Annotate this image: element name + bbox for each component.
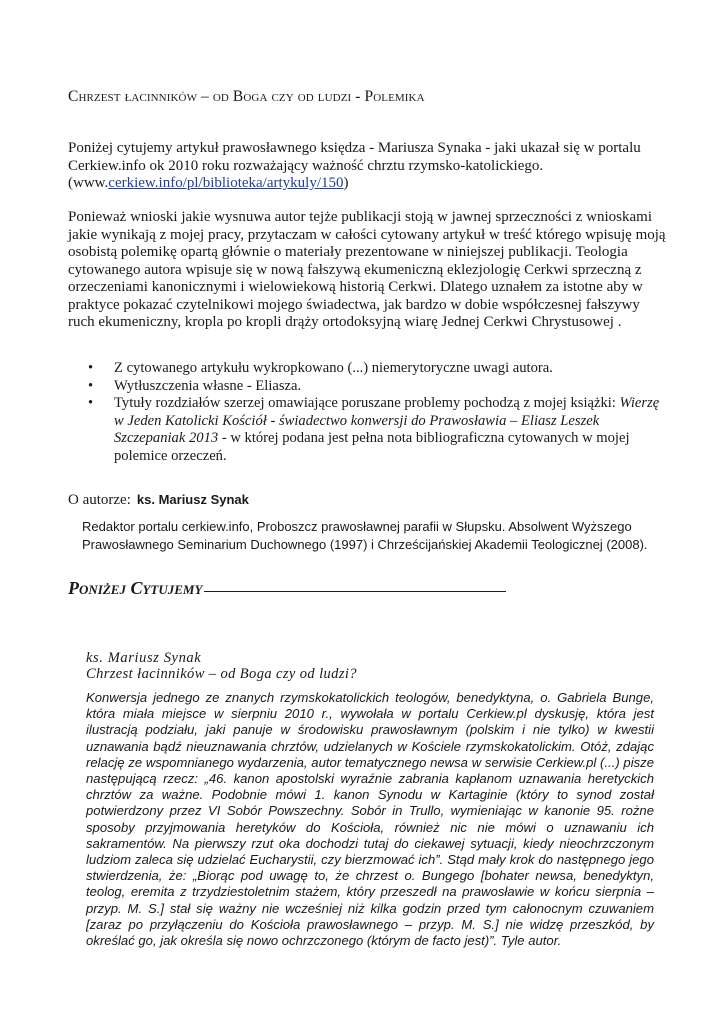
about-author-line bbox=[68, 492, 249, 509]
bullet-icon: • bbox=[88, 377, 94, 394]
about-author-label: O autorze: bbox=[68, 492, 131, 508]
intro-text: Poniżej cytujemy artykuł prawosławnego księdza - Mariusza Synaka - jaki ukazał się w portalu Cerkiew.info ok 2010 roku rozważający ważność chrztu rzymsko-katolickiego. (www. bbox=[68, 140, 641, 191]
quote-body: Konwersja jednego ze znanych rzymskokatolickich teologów, benedyktyna, o. Gabriela Bunge, która miała miejsce w sierpniu 2010 r., wywołała w portalu Cerkiew.pl dyskusję, która jest ilustracją podziału, jaki panuje w środowisku prawosławnym (polskim i nie tylko) w kwestii uznawania bądź nieuznawania chrztów, udzielanych w Kościele rzymskokatolickim. Otóż, zdając relację ze wspomnianego wydarzenia, autor tematycznego newsa w serwisie Cerkiew.pl (...) pisze następującą rzecz: „46. kanon apostolski wyraźnie zabrania kapłanom uznawania heretyckich chrztów za ważne. Podobnie mówi 1. kanon Synodu w Kartaginie (który to synod został potwierdzony przez VI Sobór Powszechny. Sobór in Trullo, wymieniając w kanonie 95. rożne sposoby przyjmowania heretyków do Kościoła, również nic nie mówi o uznawaniu ich sakramentów. Na pierwszy rzut oka dochodzi tutaj do ciekawej sytuacji, kiedy nieochrzczonym ludziom zaleca się udzielać Eucharystii, czy bierzmować ich”. Stąd mały krok do następnego jego stwierdzenia, że: „Biorąc pod uwagę to, że chrzest o. Bungego [bohater newsa, benedyktyn, teolog, eremita z trzydziestoletnim stażem, który przeszedł na prawosławie w końcu sierpnia – przyp. M. S.] stał się ważny nie wcześniej niż kilka godzin przed tym całonocnym czuwaniem [zaraz po przyłączeniu do Kościoła prawosławnego – przyp. M. S.] nie widzę przeszkód, by określać go, jak określa się nowo ochrzczonego (którym de facto jest)”. Tyle autor. bbox=[86, 690, 654, 949]
intro-paragraph bbox=[68, 140, 668, 193]
list-item bbox=[88, 378, 668, 396]
page-title: Chrzest łacinników – od Boga czy od ludzi - Polemika bbox=[68, 88, 425, 105]
context-paragraph: Ponieważ wnioski jakie wysnuwa autor tejże publikacji stoją w jawnej sprzeczności z wnioskami jakie wynikają z mojej pracy, przytaczam w całości cytowany artykuł w treść którego wpisuję moją osobistą polemikę opartą głównie o materiały prezentowane w niniejszej publikacji. Teologia cytowanego autora wpisuje się w nową fałszywą ekumeniczną eklezjologię Cerkwi sprzeczną z orzeczeniami kanonicznymi i wielowiekową historią Cerkwi. Dlatego uznałem za istotne aby w praktyce pokazać czytelnikowi mojego świadectwa, jak bardzo w dobie współczesnej fałszywy ruch ekumeniczny, kropla po kropli drąży ortodoksyjną wiarę Jednej Cerkwi Chrystusowej . bbox=[68, 209, 666, 330]
author-name: ks. Mariusz Synak bbox=[136, 492, 249, 507]
list-item bbox=[88, 360, 668, 378]
source-link[interactable]: cerkiew.info/pl/biblioteka/artykuly/150 bbox=[108, 175, 344, 191]
heading-underline bbox=[204, 591, 506, 592]
list-item bbox=[88, 395, 668, 465]
list-item-text: Wytłuszczenia własne - Eliasza. bbox=[114, 377, 302, 394]
section-heading bbox=[68, 578, 506, 599]
book-title: Wierzę w Jeden Katolicki Kościół - świadectwo konwersji do Prawosławia – Eliasz Leszek Szczepaniak 2013 bbox=[114, 395, 660, 446]
section-heading-text: Poniżej Cytujemy bbox=[68, 578, 203, 598]
list-item-text: Tytuły rozdziałów szerzej omawiające poruszane problemy pochodzą z mojej książki: bbox=[114, 395, 620, 411]
intro-text-end: ) bbox=[343, 175, 349, 191]
list-item-text: Z cytowanego artykułu wykropkowano (...) niemerytoryczne uwagi autora. bbox=[114, 360, 553, 376]
list-item-text-end: - w której podana jest pełna nota bibliograficzna cytowanych w mojej polemice orzeczeń. bbox=[114, 430, 630, 464]
notes-list bbox=[88, 360, 668, 465]
author-bio: Redaktor portalu cerkiew.info, Proboszcz prawosławnej parafii w Słupsku. Absolwent Wyższego Prawosławnego Seminarium Duchownego (1997) i Chrześcijańskiej Akademii Teologicznej (2008). bbox=[82, 519, 648, 552]
bullet-icon: • bbox=[88, 360, 94, 376]
quote-title: Chrzest łacinników – od Boga czy od ludzi? bbox=[86, 666, 357, 682]
bullet-icon: • bbox=[88, 395, 94, 411]
quote-author: ks. Mariusz Synak bbox=[86, 650, 202, 666]
